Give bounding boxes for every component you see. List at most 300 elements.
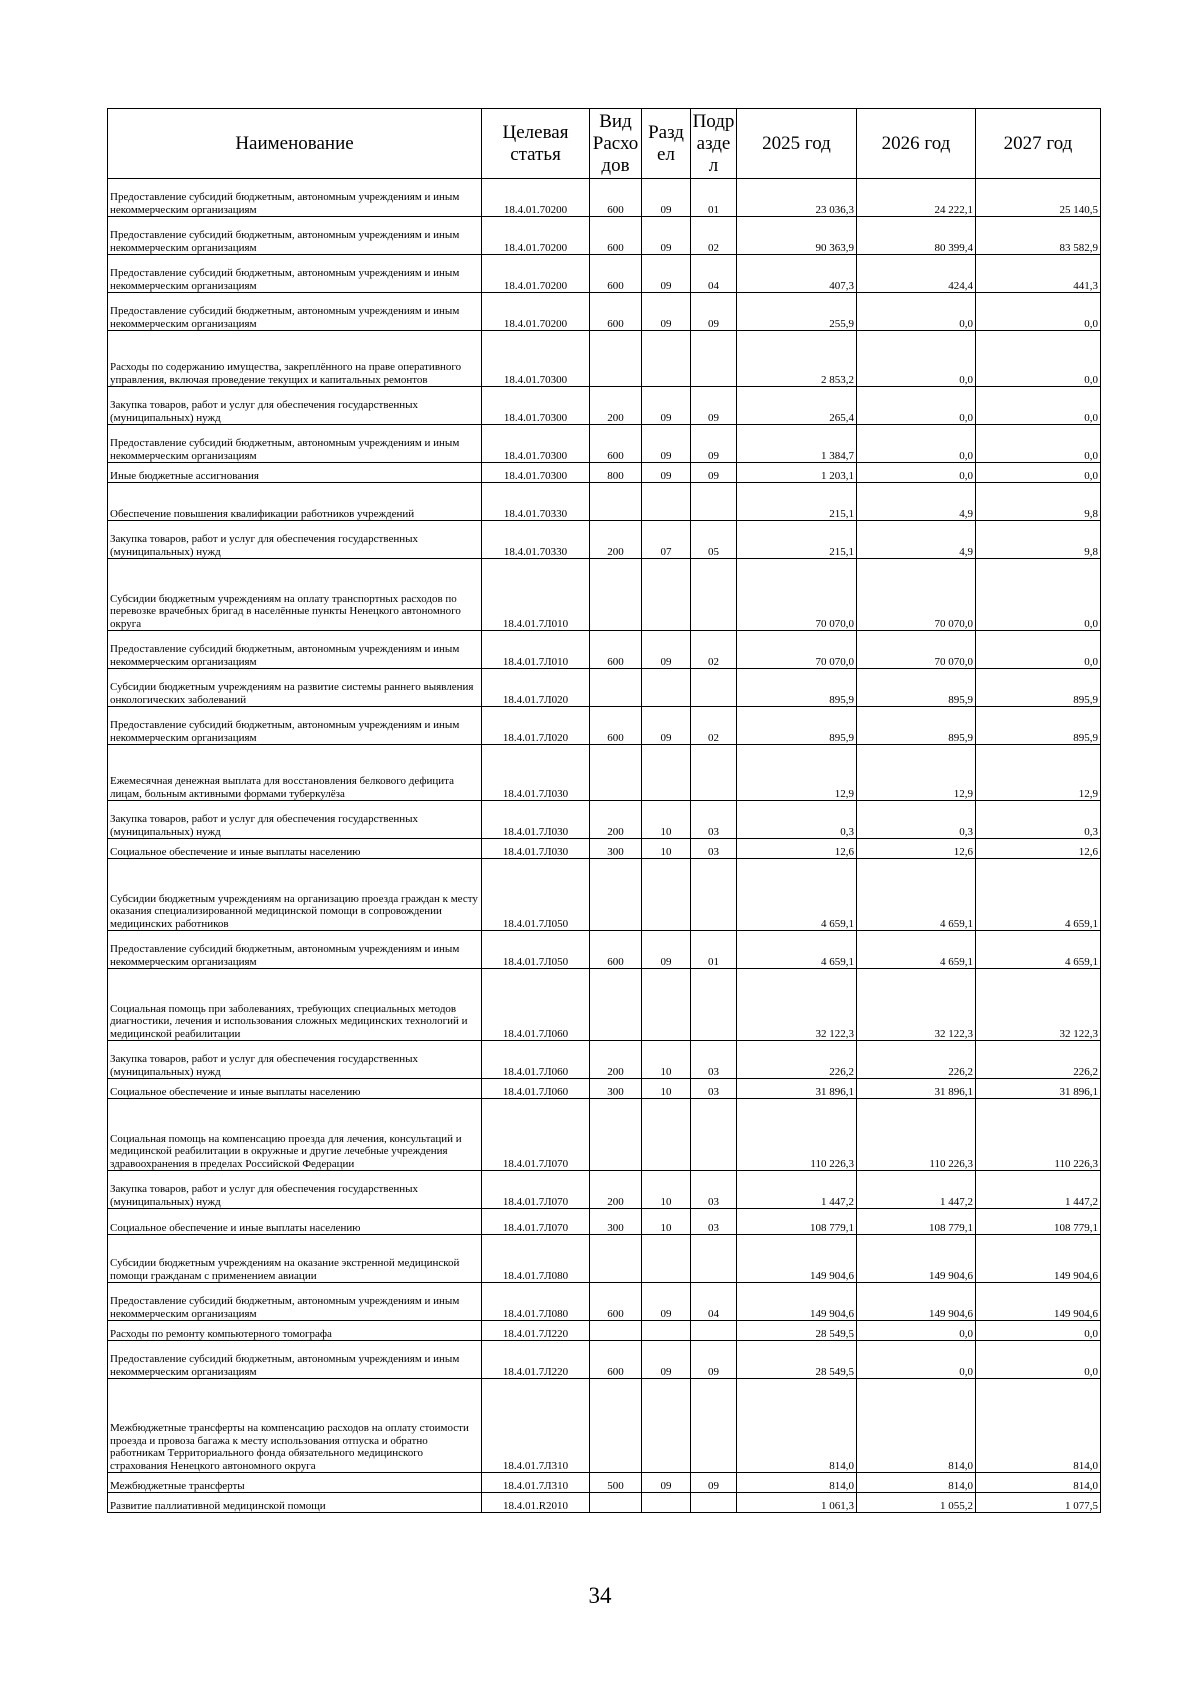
cell-vid: 200 bbox=[590, 1171, 642, 1209]
cell-y2026: 32 122,3 bbox=[857, 969, 976, 1041]
cell-y2027: 441,3 bbox=[976, 255, 1101, 293]
cell-vid: 200 bbox=[590, 387, 642, 425]
cell-razd: 09 bbox=[642, 931, 691, 969]
table-row bbox=[108, 707, 1101, 745]
cell-name: Предоставление субсидий бюджетным, автономным учреждениям и иным некоммерческим организациям bbox=[108, 217, 482, 255]
cell-target: 18.4.01.70300 bbox=[482, 425, 590, 463]
cell-y2027: 0,0 bbox=[976, 425, 1101, 463]
cell-name: Обеспечение повышения квалификации работников учреждений bbox=[108, 483, 482, 521]
cell-y2027: 4 659,1 bbox=[976, 931, 1101, 969]
table-row bbox=[108, 1171, 1101, 1209]
cell-name: Иные бюджетные ассигнования bbox=[108, 463, 482, 483]
cell-target: 18.4.01.7Л070 bbox=[482, 1099, 590, 1171]
cell-vid bbox=[590, 1099, 642, 1171]
cell-y2027: 31 896,1 bbox=[976, 1079, 1101, 1099]
cell-y2025: 31 896,1 bbox=[737, 1079, 857, 1099]
table-row bbox=[108, 483, 1101, 521]
cell-vid bbox=[590, 669, 642, 707]
cell-razd: 09 bbox=[642, 217, 691, 255]
cell-podrazd: 01 bbox=[691, 931, 737, 969]
cell-razd bbox=[642, 1321, 691, 1341]
table-row bbox=[108, 1079, 1101, 1099]
cell-y2027: 32 122,3 bbox=[976, 969, 1101, 1041]
cell-razd: 09 bbox=[642, 387, 691, 425]
cell-y2026: 0,0 bbox=[857, 425, 976, 463]
cell-podrazd bbox=[691, 1321, 737, 1341]
table-row bbox=[108, 521, 1101, 559]
cell-target: 18.4.01.7Л070 bbox=[482, 1171, 590, 1209]
cell-y2027: 0,0 bbox=[976, 387, 1101, 425]
cell-y2027: 25 140,5 bbox=[976, 179, 1101, 217]
cell-y2026: 0,0 bbox=[857, 463, 976, 483]
cell-target: 18.4.01.70330 bbox=[482, 483, 590, 521]
cell-y2027: 895,9 bbox=[976, 707, 1101, 745]
cell-target: 18.4.01.7Л020 bbox=[482, 707, 590, 745]
cell-y2025: 90 363,9 bbox=[737, 217, 857, 255]
cell-vid bbox=[590, 745, 642, 801]
cell-target: 18.4.01.7Л030 bbox=[482, 745, 590, 801]
cell-name: Закупка товаров, работ и услуг для обеспечения государственных (муниципальных) нужд bbox=[108, 521, 482, 559]
cell-y2026: 0,0 bbox=[857, 1321, 976, 1341]
table-row bbox=[108, 425, 1101, 463]
cell-name: Предоставление субсидий бюджетным, автономным учреждениям и иным некоммерческим организациям bbox=[108, 179, 482, 217]
cell-y2027: 12,6 bbox=[976, 839, 1101, 859]
cell-target: 18.4.01.7Л310 bbox=[482, 1473, 590, 1493]
cell-target: 18.4.01.7Л310 bbox=[482, 1379, 590, 1473]
col-header-2027: 2027 год bbox=[976, 109, 1101, 179]
cell-razd: 10 bbox=[642, 1041, 691, 1079]
cell-y2026: 814,0 bbox=[857, 1379, 976, 1473]
cell-vid: 300 bbox=[590, 1079, 642, 1099]
cell-razd: 09 bbox=[642, 293, 691, 331]
cell-y2025: 4 659,1 bbox=[737, 931, 857, 969]
cell-y2027: 1 077,5 bbox=[976, 1493, 1101, 1513]
cell-y2027: 149 904,6 bbox=[976, 1235, 1101, 1283]
cell-vid: 600 bbox=[590, 293, 642, 331]
cell-y2025: 1 061,3 bbox=[737, 1493, 857, 1513]
cell-y2027: 108 779,1 bbox=[976, 1209, 1101, 1235]
col-header-target: Целевая статья bbox=[482, 109, 590, 179]
cell-vid: 300 bbox=[590, 839, 642, 859]
cell-razd bbox=[642, 483, 691, 521]
table-row bbox=[108, 179, 1101, 217]
cell-y2026: 70 070,0 bbox=[857, 631, 976, 669]
col-header-razd: Разд ел bbox=[642, 109, 691, 179]
cell-y2026: 1 447,2 bbox=[857, 1171, 976, 1209]
cell-podrazd bbox=[691, 1235, 737, 1283]
cell-target: 18.4.01.70330 bbox=[482, 521, 590, 559]
table-row bbox=[108, 1235, 1101, 1283]
cell-name: Ежемесячная денежная выплата для восстановления белкового дефицита лицам, больным активными формами туберкулёза bbox=[108, 745, 482, 801]
cell-target: 18.4.01.7Л070 bbox=[482, 1209, 590, 1235]
cell-target: 18.4.01.7Л010 bbox=[482, 631, 590, 669]
cell-y2025: 814,0 bbox=[737, 1379, 857, 1473]
table-row bbox=[108, 217, 1101, 255]
cell-y2026: 4,9 bbox=[857, 521, 976, 559]
cell-target: 18.4.01.7Л220 bbox=[482, 1321, 590, 1341]
table-row bbox=[108, 745, 1101, 801]
cell-name: Субсидии бюджетным учреждениям на оказание экстренной медицинской помощи гражданам с применением авиации bbox=[108, 1235, 482, 1283]
cell-razd: 09 bbox=[642, 1473, 691, 1493]
cell-y2025: 32 122,3 bbox=[737, 969, 857, 1041]
cell-y2026: 12,6 bbox=[857, 839, 976, 859]
cell-y2025: 108 779,1 bbox=[737, 1209, 857, 1235]
table-row bbox=[108, 1209, 1101, 1235]
table-row bbox=[108, 969, 1101, 1041]
col-header-vid: Вид Расхо дов bbox=[590, 109, 642, 179]
budget-table bbox=[107, 108, 1101, 1513]
cell-name: Межбюджетные трансферты bbox=[108, 1473, 482, 1493]
cell-y2026: 12,9 bbox=[857, 745, 976, 801]
cell-razd bbox=[642, 669, 691, 707]
cell-target: 18.4.01.7Л050 bbox=[482, 931, 590, 969]
cell-name: Развитие паллиативной медицинской помощи bbox=[108, 1493, 482, 1513]
cell-podrazd: 03 bbox=[691, 801, 737, 839]
table-row bbox=[108, 801, 1101, 839]
cell-name: Закупка товаров, работ и услуг для обеспечения государственных (муниципальных) нужд bbox=[108, 387, 482, 425]
cell-razd bbox=[642, 331, 691, 387]
cell-podrazd: 09 bbox=[691, 425, 737, 463]
cell-y2025: 265,4 bbox=[737, 387, 857, 425]
cell-name: Субсидии бюджетным учреждениям на организацию проезда граждан к месту оказания специализированной медицинской помощи в сопровождении медицинских работников bbox=[108, 859, 482, 931]
cell-y2026: 0,0 bbox=[857, 387, 976, 425]
cell-name: Субсидии бюджетным учреждениям на оплату транспортных расходов по перевозке врачебных бригад в населённые пункты Ненецкого автономного округа bbox=[108, 559, 482, 631]
table-row bbox=[108, 559, 1101, 631]
cell-y2025: 1 447,2 bbox=[737, 1171, 857, 1209]
cell-y2026: 0,0 bbox=[857, 331, 976, 387]
cell-y2025: 0,3 bbox=[737, 801, 857, 839]
cell-vid bbox=[590, 1379, 642, 1473]
cell-podrazd bbox=[691, 669, 737, 707]
cell-y2027: 149 904,6 bbox=[976, 1283, 1101, 1321]
cell-podrazd: 03 bbox=[691, 839, 737, 859]
cell-target: 18.4.01.7Л030 bbox=[482, 801, 590, 839]
cell-y2027: 0,0 bbox=[976, 1321, 1101, 1341]
cell-y2026: 0,0 bbox=[857, 293, 976, 331]
cell-vid bbox=[590, 483, 642, 521]
cell-podrazd: 02 bbox=[691, 707, 737, 745]
cell-y2027: 0,0 bbox=[976, 293, 1101, 331]
cell-podrazd: 05 bbox=[691, 521, 737, 559]
cell-y2027: 1 447,2 bbox=[976, 1171, 1101, 1209]
cell-y2025: 215,1 bbox=[737, 483, 857, 521]
cell-y2027: 895,9 bbox=[976, 669, 1101, 707]
cell-target: 18.4.01.70200 bbox=[482, 179, 590, 217]
cell-y2025: 1 384,7 bbox=[737, 425, 857, 463]
cell-podrazd: 09 bbox=[691, 463, 737, 483]
cell-vid bbox=[590, 1321, 642, 1341]
cell-vid bbox=[590, 331, 642, 387]
cell-y2025: 28 549,5 bbox=[737, 1341, 857, 1379]
cell-podrazd: 01 bbox=[691, 179, 737, 217]
cell-vid: 600 bbox=[590, 931, 642, 969]
cell-target: 18.4.01.70300 bbox=[482, 387, 590, 425]
cell-y2026: 4,9 bbox=[857, 483, 976, 521]
table-row bbox=[108, 463, 1101, 483]
cell-razd: 10 bbox=[642, 1171, 691, 1209]
table-row bbox=[108, 859, 1101, 931]
cell-name: Предоставление субсидий бюджетным, автономным учреждениям и иным некоммерческим организациям bbox=[108, 425, 482, 463]
cell-vid bbox=[590, 969, 642, 1041]
cell-target: 18.4.01.7Л060 bbox=[482, 969, 590, 1041]
cell-y2027: 0,0 bbox=[976, 631, 1101, 669]
cell-name: Предоставление субсидий бюджетным, автономным учреждениям и иным некоммерческим организациям bbox=[108, 1283, 482, 1321]
cell-razd bbox=[642, 969, 691, 1041]
cell-podrazd: 02 bbox=[691, 631, 737, 669]
cell-podrazd bbox=[691, 1099, 737, 1171]
cell-y2025: 895,9 bbox=[737, 707, 857, 745]
cell-vid bbox=[590, 1493, 642, 1513]
table-row bbox=[108, 1341, 1101, 1379]
cell-y2026: 149 904,6 bbox=[857, 1283, 976, 1321]
cell-y2026: 424,4 bbox=[857, 255, 976, 293]
cell-target: 18.4.01.70200 bbox=[482, 255, 590, 293]
cell-y2027: 110 226,3 bbox=[976, 1099, 1101, 1171]
cell-razd: 10 bbox=[642, 839, 691, 859]
cell-target: 18.4.01.R2010 bbox=[482, 1493, 590, 1513]
cell-y2025: 149 904,6 bbox=[737, 1283, 857, 1321]
table-row bbox=[108, 1041, 1101, 1079]
table-row bbox=[108, 839, 1101, 859]
table-row bbox=[108, 1321, 1101, 1341]
cell-y2026: 1 055,2 bbox=[857, 1493, 976, 1513]
cell-y2026: 0,0 bbox=[857, 1341, 976, 1379]
cell-y2025: 28 549,5 bbox=[737, 1321, 857, 1341]
cell-name: Предоставление субсидий бюджетным, автономным учреждениям и иным некоммерческим организациям bbox=[108, 293, 482, 331]
cell-podrazd: 09 bbox=[691, 1341, 737, 1379]
cell-razd: 09 bbox=[642, 255, 691, 293]
cell-vid bbox=[590, 559, 642, 631]
cell-target: 18.4.01.7Л080 bbox=[482, 1235, 590, 1283]
cell-name: Предоставление субсидий бюджетным, автономным учреждениям и иным некоммерческим организациям bbox=[108, 255, 482, 293]
cell-y2026: 80 399,4 bbox=[857, 217, 976, 255]
cell-podrazd bbox=[691, 859, 737, 931]
cell-podrazd: 09 bbox=[691, 293, 737, 331]
cell-vid: 500 bbox=[590, 1473, 642, 1493]
cell-name: Закупка товаров, работ и услуг для обеспечения государственных (муниципальных) нужд bbox=[108, 801, 482, 839]
cell-vid: 600 bbox=[590, 217, 642, 255]
cell-target: 18.4.01.70200 bbox=[482, 293, 590, 331]
cell-name: Межбюджетные трансферты на компенсацию расходов на оплату стоимости проезда и провоза багажа к месту использования отпуска и обратно работникам Территориального фонда обязательного медицинского страхования Ненецкого автономного округа bbox=[108, 1379, 482, 1473]
cell-y2026: 0,3 bbox=[857, 801, 976, 839]
cell-name: Субсидии бюджетным учреждениям на развитие системы раннего выявления онкологических заболеваний bbox=[108, 669, 482, 707]
cell-y2027: 0,0 bbox=[976, 331, 1101, 387]
cell-vid: 200 bbox=[590, 521, 642, 559]
cell-y2025: 70 070,0 bbox=[737, 631, 857, 669]
cell-razd: 09 bbox=[642, 1341, 691, 1379]
cell-razd: 09 bbox=[642, 179, 691, 217]
cell-name: Предоставление субсидий бюджетным, автономным учреждениям и иным некоммерческим организациям bbox=[108, 931, 482, 969]
cell-podrazd bbox=[691, 1379, 737, 1473]
col-header-2025: 2025 год bbox=[737, 109, 857, 179]
cell-y2025: 2 853,2 bbox=[737, 331, 857, 387]
cell-vid: 600 bbox=[590, 255, 642, 293]
cell-y2026: 24 222,1 bbox=[857, 179, 976, 217]
cell-target: 18.4.01.7Л010 bbox=[482, 559, 590, 631]
table-row bbox=[108, 1283, 1101, 1321]
cell-razd: 07 bbox=[642, 521, 691, 559]
table-row bbox=[108, 931, 1101, 969]
cell-y2025: 226,2 bbox=[737, 1041, 857, 1079]
cell-vid: 600 bbox=[590, 1341, 642, 1379]
cell-vid: 600 bbox=[590, 1283, 642, 1321]
cell-podrazd bbox=[691, 559, 737, 631]
cell-y2026: 4 659,1 bbox=[857, 931, 976, 969]
cell-vid: 800 bbox=[590, 463, 642, 483]
cell-target: 18.4.01.70200 bbox=[482, 217, 590, 255]
cell-podrazd: 03 bbox=[691, 1041, 737, 1079]
cell-y2026: 895,9 bbox=[857, 707, 976, 745]
table-row bbox=[108, 631, 1101, 669]
cell-vid: 600 bbox=[590, 707, 642, 745]
cell-target: 18.4.01.7Л060 bbox=[482, 1079, 590, 1099]
cell-y2025: 70 070,0 bbox=[737, 559, 857, 631]
cell-razd bbox=[642, 559, 691, 631]
cell-y2025: 814,0 bbox=[737, 1473, 857, 1493]
cell-y2027: 12,9 bbox=[976, 745, 1101, 801]
cell-name: Закупка товаров, работ и услуг для обеспечения государственных (муниципальных) нужд bbox=[108, 1171, 482, 1209]
cell-name: Социальное обеспечение и иные выплаты населению bbox=[108, 839, 482, 859]
cell-podrazd: 03 bbox=[691, 1171, 737, 1209]
table-row bbox=[108, 1473, 1101, 1493]
cell-y2026: 814,0 bbox=[857, 1473, 976, 1493]
cell-vid bbox=[590, 859, 642, 931]
cell-y2026: 895,9 bbox=[857, 669, 976, 707]
table-row bbox=[108, 255, 1101, 293]
cell-podrazd bbox=[691, 745, 737, 801]
cell-y2025: 12,6 bbox=[737, 839, 857, 859]
cell-target: 18.4.01.7Л030 bbox=[482, 839, 590, 859]
table-row bbox=[108, 1379, 1101, 1473]
cell-name: Предоставление субсидий бюджетным, автономным учреждениям и иным некоммерческим организациям bbox=[108, 631, 482, 669]
table-row bbox=[108, 293, 1101, 331]
cell-y2026: 110 226,3 bbox=[857, 1099, 976, 1171]
table-row bbox=[108, 669, 1101, 707]
cell-y2025: 149 904,6 bbox=[737, 1235, 857, 1283]
cell-razd: 09 bbox=[642, 425, 691, 463]
cell-name: Закупка товаров, работ и услуг для обеспечения государственных (муниципальных) нужд bbox=[108, 1041, 482, 1079]
cell-target: 18.4.01.7Л080 bbox=[482, 1283, 590, 1321]
table-row bbox=[108, 1493, 1101, 1513]
cell-y2025: 407,3 bbox=[737, 255, 857, 293]
cell-target: 18.4.01.7Л060 bbox=[482, 1041, 590, 1079]
table-row bbox=[108, 331, 1101, 387]
cell-target: 18.4.01.70300 bbox=[482, 463, 590, 483]
col-header-2026: 2026 год bbox=[857, 109, 976, 179]
cell-y2026: 108 779,1 bbox=[857, 1209, 976, 1235]
cell-y2027: 4 659,1 bbox=[976, 859, 1101, 931]
cell-target: 18.4.01.7Л220 bbox=[482, 1341, 590, 1379]
cell-podrazd: 03 bbox=[691, 1209, 737, 1235]
cell-y2027: 9,8 bbox=[976, 521, 1101, 559]
cell-y2025: 4 659,1 bbox=[737, 859, 857, 931]
cell-y2025: 12,9 bbox=[737, 745, 857, 801]
cell-podrazd bbox=[691, 331, 737, 387]
page-number: 34 bbox=[588, 1583, 612, 1608]
cell-y2025: 110 226,3 bbox=[737, 1099, 857, 1171]
cell-name: Социальное обеспечение и иные выплаты населению bbox=[108, 1079, 482, 1099]
cell-y2027: 0,0 bbox=[976, 1341, 1101, 1379]
cell-razd: 09 bbox=[642, 1283, 691, 1321]
cell-name: Предоставление субсидий бюджетным, автономным учреждениям и иным некоммерческим организациям bbox=[108, 707, 482, 745]
header-row bbox=[108, 109, 1101, 179]
cell-razd: 10 bbox=[642, 1209, 691, 1235]
cell-podrazd: 04 bbox=[691, 1283, 737, 1321]
cell-razd bbox=[642, 1099, 691, 1171]
cell-vid: 300 bbox=[590, 1209, 642, 1235]
cell-y2027: 83 582,9 bbox=[976, 217, 1101, 255]
cell-vid: 200 bbox=[590, 801, 642, 839]
cell-y2025: 215,1 bbox=[737, 521, 857, 559]
cell-podrazd: 03 bbox=[691, 1079, 737, 1099]
cell-razd: 09 bbox=[642, 463, 691, 483]
cell-razd: 09 bbox=[642, 631, 691, 669]
cell-razd: 10 bbox=[642, 801, 691, 839]
cell-y2027: 0,0 bbox=[976, 463, 1101, 483]
cell-y2026: 31 896,1 bbox=[857, 1079, 976, 1099]
cell-podrazd: 02 bbox=[691, 217, 737, 255]
cell-razd bbox=[642, 1379, 691, 1473]
col-header-name: Наименование bbox=[108, 109, 482, 179]
cell-name: Предоставление субсидий бюджетным, автономным учреждениям и иным некоммерческим организациям bbox=[108, 1341, 482, 1379]
cell-podrazd bbox=[691, 1493, 737, 1513]
cell-razd bbox=[642, 745, 691, 801]
cell-podrazd: 09 bbox=[691, 1473, 737, 1493]
cell-vid: 600 bbox=[590, 425, 642, 463]
cell-y2027: 0,3 bbox=[976, 801, 1101, 839]
cell-y2026: 149 904,6 bbox=[857, 1235, 976, 1283]
cell-y2025: 1 203,1 bbox=[737, 463, 857, 483]
cell-vid: 600 bbox=[590, 631, 642, 669]
cell-target: 18.4.01.70300 bbox=[482, 331, 590, 387]
cell-vid bbox=[590, 1235, 642, 1283]
cell-y2025: 255,9 bbox=[737, 293, 857, 331]
cell-name: Социальное обеспечение и иные выплаты населению bbox=[108, 1209, 482, 1235]
cell-y2027: 226,2 bbox=[976, 1041, 1101, 1079]
cell-y2027: 0,0 bbox=[976, 559, 1101, 631]
cell-y2027: 814,0 bbox=[976, 1379, 1101, 1473]
cell-podrazd: 04 bbox=[691, 255, 737, 293]
cell-podrazd bbox=[691, 483, 737, 521]
table-row bbox=[108, 1099, 1101, 1171]
cell-vid: 600 bbox=[590, 179, 642, 217]
cell-y2027: 9,8 bbox=[976, 483, 1101, 521]
cell-y2026: 4 659,1 bbox=[857, 859, 976, 931]
cell-y2025: 23 036,3 bbox=[737, 179, 857, 217]
cell-razd: 09 bbox=[642, 707, 691, 745]
cell-target: 18.4.01.7Л020 bbox=[482, 669, 590, 707]
cell-name: Расходы по ремонту компьютерного томографа bbox=[108, 1321, 482, 1341]
cell-vid: 200 bbox=[590, 1041, 642, 1079]
cell-razd bbox=[642, 859, 691, 931]
cell-podrazd: 09 bbox=[691, 387, 737, 425]
cell-y2026: 226,2 bbox=[857, 1041, 976, 1079]
cell-y2025: 895,9 bbox=[737, 669, 857, 707]
cell-razd bbox=[642, 1493, 691, 1513]
cell-target: 18.4.01.7Л050 bbox=[482, 859, 590, 931]
cell-y2027: 814,0 bbox=[976, 1473, 1101, 1493]
col-header-podrazd: Подр азде л bbox=[691, 109, 737, 179]
cell-razd bbox=[642, 1235, 691, 1283]
table-body bbox=[108, 179, 1101, 1513]
cell-name: Социальная помощь при заболеваниях, требующих специальных методов диагностики, лечения и использования сложных медицинских технологий и медицинской реабилитации bbox=[108, 969, 482, 1041]
table-row bbox=[108, 387, 1101, 425]
cell-name: Социальная помощь на компенсацию проезда для лечения, консультаций и медицинской реабилитации в окружные и другие лечебные учреждения здравоохранения в пределах Российской Федерации bbox=[108, 1099, 482, 1171]
cell-podrazd bbox=[691, 969, 737, 1041]
cell-razd: 10 bbox=[642, 1079, 691, 1099]
cell-name: Расходы по содержанию имущества, закреплённого на праве оперативного управления, включая проведение текущих и капитальных ремонтов bbox=[108, 331, 482, 387]
cell-y2026: 70 070,0 bbox=[857, 559, 976, 631]
